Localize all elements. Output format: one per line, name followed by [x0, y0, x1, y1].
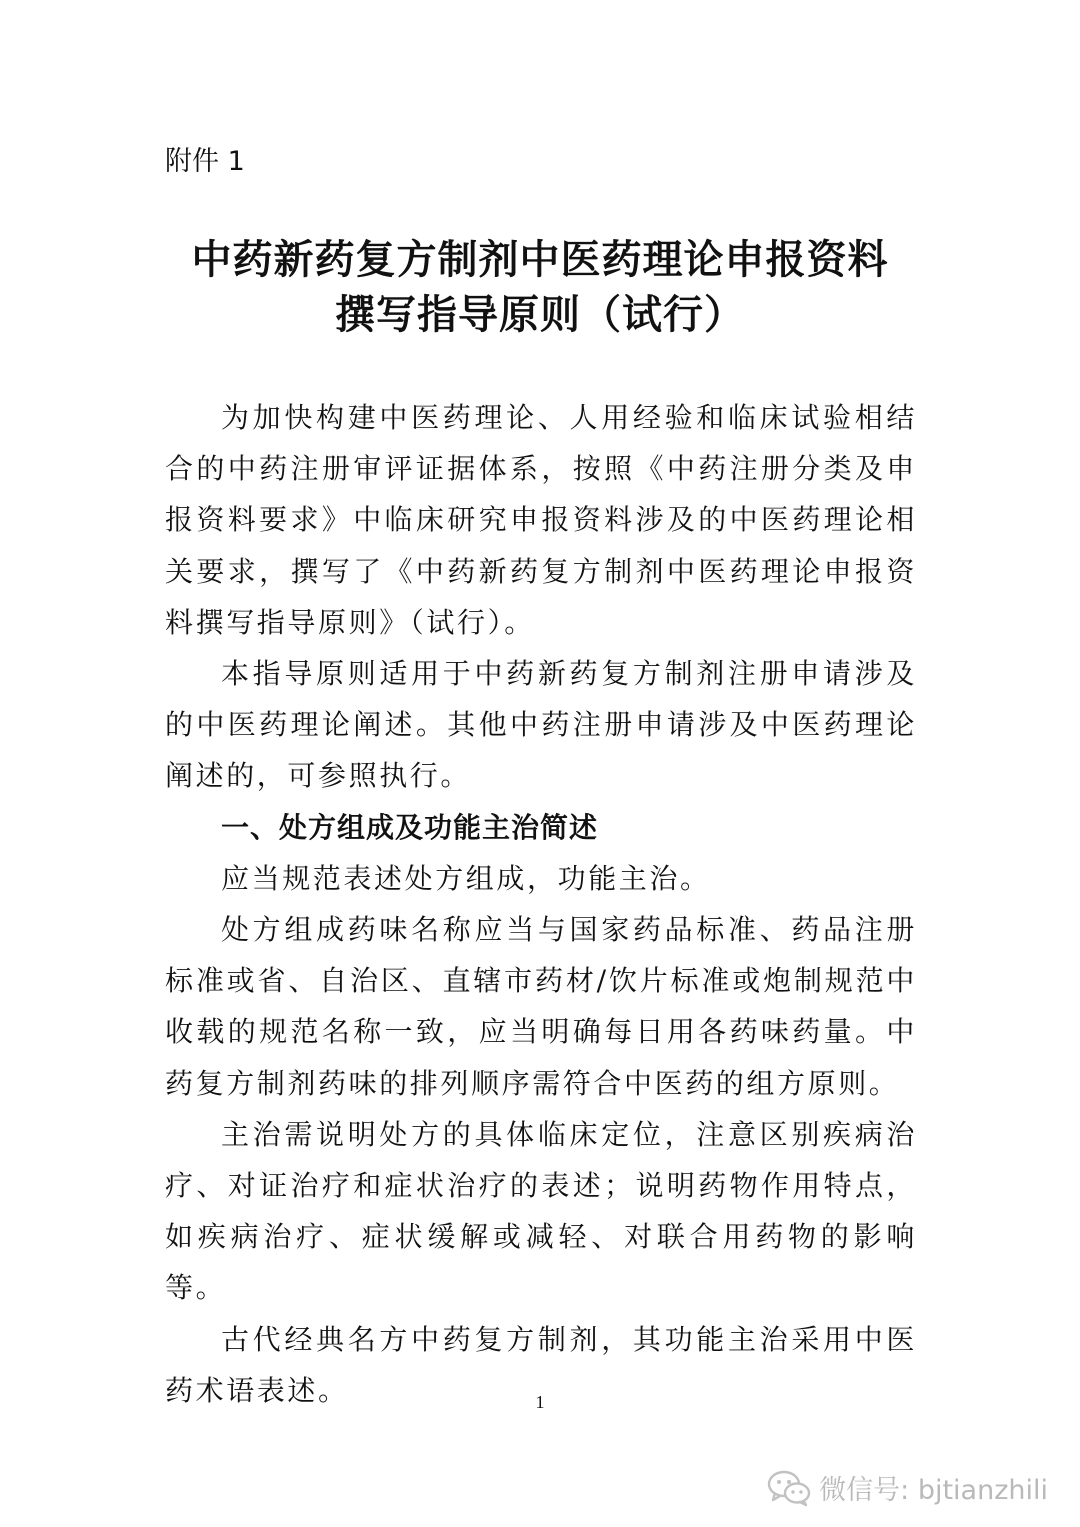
wechat-watermark	[767, 1468, 1048, 1507]
paragraph-composition: 处方组成药味名称应当与国家药品标准、药品注册标准或省、自治区、直辖市药材/饮片标准或炮制规范中收载的规范名称一致，应当明确每日用各药味药量。中药复方制剂药味的排列顺序需符合中医药的组方原则。	[165, 913, 917, 1100]
paragraph-classical: 古代经典名方中药复方制剂，其功能主治采用中医药术语表述。	[165, 1322, 917, 1407]
paragraph-scope: 本指导原则适用于中药新药复方制剂注册申请涉及的中医药理论阐述。其他中药注册申请涉及中医药理论阐述的，可参照执行。	[165, 657, 917, 793]
document-body	[165, 392, 917, 1416]
section-heading-1: 一、处方组成及功能主治简述	[221, 810, 599, 844]
document-title-line-2: 撰写指导原则（试行）	[335, 292, 745, 338]
document-title-line-1: 中药新药复方制剂中医药理论申报资料	[191, 237, 889, 283]
page-number: 1	[535, 1392, 545, 1412]
watermark-text: 微信号: bjtianzhili	[819, 1475, 1048, 1506]
paragraph-prescription: 应当规范表述处方组成，功能主治。	[221, 861, 711, 895]
paragraph-indications: 主治需说明处方的具体临床定位，注意区别疾病治疗、对证治疗和症状治疗的表述；说明药物作用特点，如疾病治疗、症状缓解或减轻、对联合用药物的影响等。	[165, 1117, 917, 1305]
attachment-label: 附件 1	[165, 146, 245, 177]
paragraph-intro: 为加快构建中医药理论、人用经验和临床试验相结合的中药注册审评证据体系，按照《中药注册分类及申报资料要求》中临床研究申报资料涉及的中医药理论相关要求，撰写了《中药新药复方制剂中医药理论申报资料撰写指导原则》（试行）。	[165, 401, 917, 639]
wechat-icon	[767, 1469, 811, 1507]
